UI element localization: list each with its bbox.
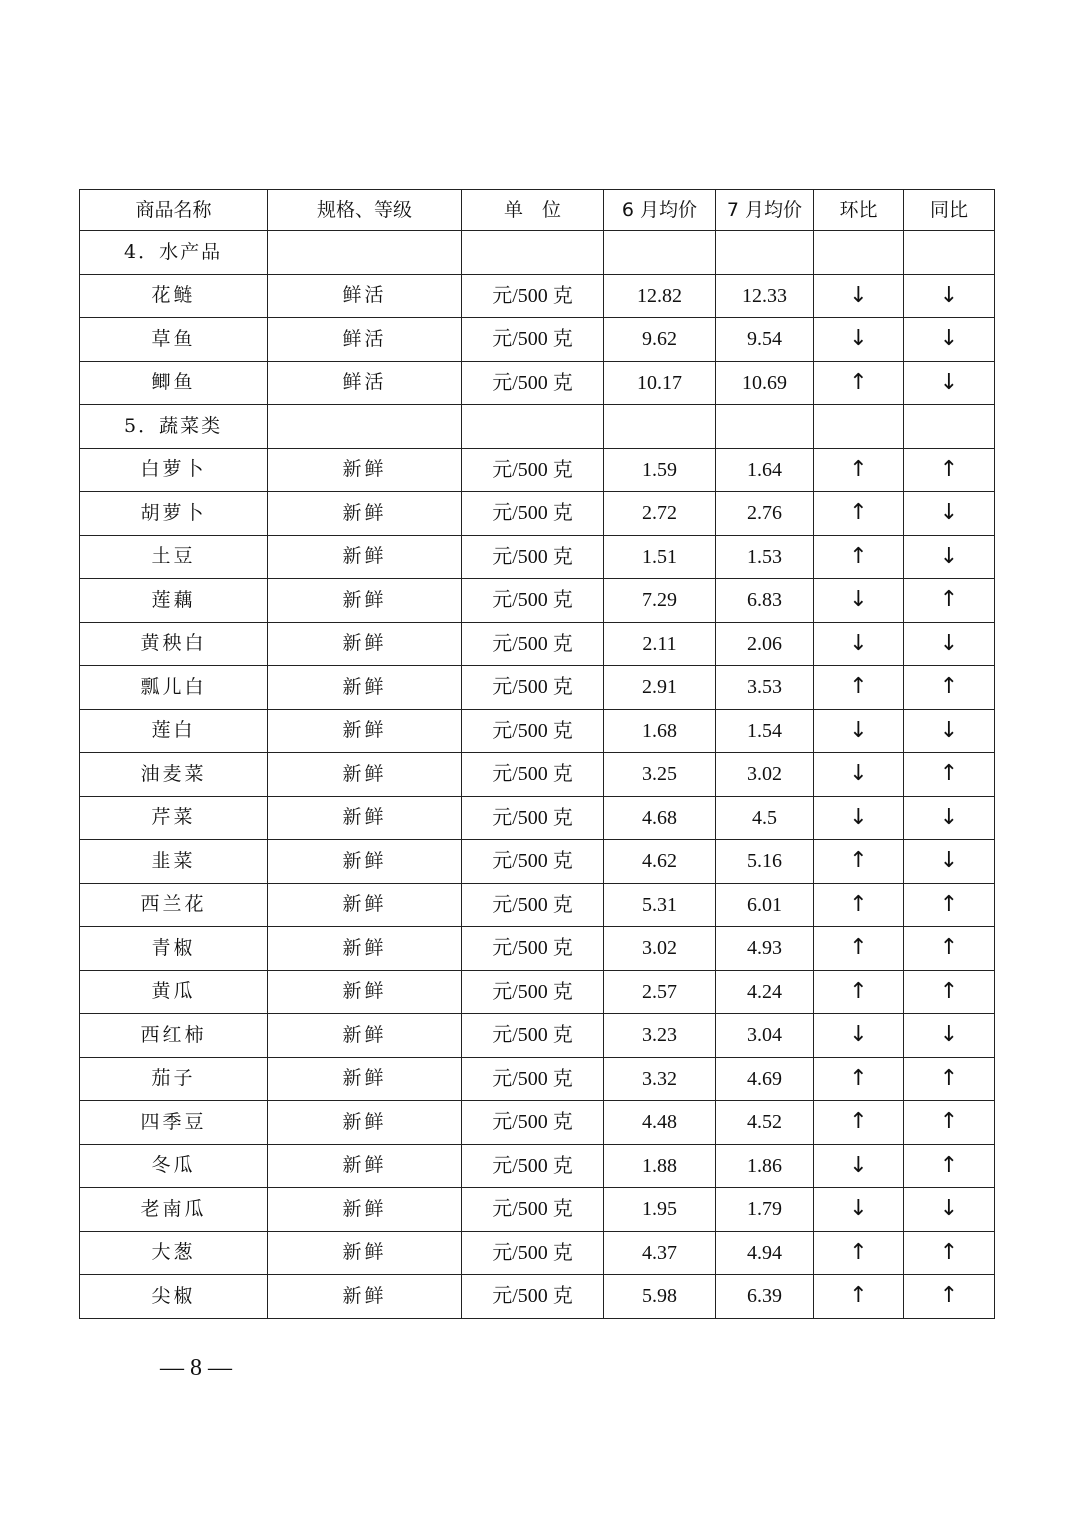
header-june-avg: 6 月均价 (604, 190, 716, 231)
yoy-arrow-cell: ↓ (904, 1188, 995, 1232)
yoy-arrow-cell: ↑ (904, 666, 995, 710)
empty-cell (904, 405, 995, 449)
june-price-cell: 2.91 (604, 666, 716, 710)
yoy-arrow-cell: ↑ (904, 883, 995, 927)
june-price-cell: 3.02 (604, 927, 716, 971)
product-name-cell: 芹菜 (80, 796, 268, 840)
june-price-cell: 3.23 (604, 1014, 716, 1058)
mom-arrow-cell: ↑ (814, 1101, 904, 1145)
yoy-arrow-cell: ↓ (904, 361, 995, 405)
table-row (80, 840, 995, 884)
mom-arrow-cell: ↑ (814, 1275, 904, 1319)
july-price-cell: 4.5 (716, 796, 814, 840)
unit-cell: 元/500 克 (462, 883, 604, 927)
yoy-arrow-cell: ↑ (904, 1144, 995, 1188)
header-unit: 单 位 (462, 190, 604, 231)
yoy-arrow-cell: ↑ (904, 753, 995, 797)
mom-arrow-cell: ↑ (814, 535, 904, 579)
july-price-cell: 9.54 (716, 318, 814, 362)
product-name-cell: 土豆 (80, 535, 268, 579)
mom-arrow-cell: ↑ (814, 1057, 904, 1101)
product-name-cell: 油麦菜 (80, 753, 268, 797)
unit-cell: 元/500 克 (462, 840, 604, 884)
mom-arrow-cell: ↑ (814, 492, 904, 536)
unit-cell: 元/500 克 (462, 1144, 604, 1188)
table-row (80, 622, 995, 666)
june-price-cell: 10.17 (604, 361, 716, 405)
unit-cell: 元/500 克 (462, 709, 604, 753)
table-row (80, 1057, 995, 1101)
table-row (80, 274, 995, 318)
empty-cell (604, 405, 716, 449)
grade-cell: 新鲜 (268, 1275, 462, 1319)
table-row (80, 970, 995, 1014)
category-label: 5．蔬菜类 (80, 405, 268, 449)
june-price-cell: 1.51 (604, 535, 716, 579)
unit-cell: 元/500 克 (462, 622, 604, 666)
table-row (80, 1014, 995, 1058)
july-price-cell: 5.16 (716, 840, 814, 884)
category-label: 4．水产品 (80, 231, 268, 275)
unit-cell: 元/500 克 (462, 970, 604, 1014)
yoy-arrow-cell: ↓ (904, 274, 995, 318)
table-row (80, 883, 995, 927)
table-row (80, 709, 995, 753)
product-name-cell: 尖椒 (80, 1275, 268, 1319)
yoy-arrow-cell: ↑ (904, 448, 995, 492)
mom-arrow-cell: ↑ (814, 970, 904, 1014)
yoy-arrow-cell: ↑ (904, 1275, 995, 1319)
page-number: — 8 — (160, 1355, 232, 1381)
product-name-cell: 西兰花 (80, 883, 268, 927)
header-product-name: 商品名称 (80, 190, 268, 231)
july-price-cell: 3.02 (716, 753, 814, 797)
july-price-cell: 6.01 (716, 883, 814, 927)
mom-arrow-cell: ↑ (814, 927, 904, 971)
empty-cell (814, 405, 904, 449)
header-july-avg: 7 月均价 (716, 190, 814, 231)
empty-cell (462, 405, 604, 449)
table-row (80, 535, 995, 579)
empty-cell (716, 231, 814, 275)
unit-cell: 元/500 克 (462, 579, 604, 623)
july-price-cell: 4.24 (716, 970, 814, 1014)
table-row (80, 1275, 995, 1319)
grade-cell: 新鲜 (268, 1057, 462, 1101)
mom-arrow-cell: ↓ (814, 753, 904, 797)
product-name-cell: 黄瓜 (80, 970, 268, 1014)
empty-cell (904, 231, 995, 275)
grade-cell: 新鲜 (268, 535, 462, 579)
yoy-arrow-cell: ↑ (904, 579, 995, 623)
empty-cell (716, 405, 814, 449)
grade-cell: 新鲜 (268, 622, 462, 666)
june-price-cell: 9.62 (604, 318, 716, 362)
unit-cell: 元/500 克 (462, 1101, 604, 1145)
grade-cell: 新鲜 (268, 1231, 462, 1275)
empty-cell (814, 231, 904, 275)
yoy-arrow-cell: ↓ (904, 709, 995, 753)
grade-cell: 新鲜 (268, 709, 462, 753)
table-row (80, 1101, 995, 1145)
mom-arrow-cell: ↓ (814, 274, 904, 318)
unit-cell: 元/500 克 (462, 318, 604, 362)
grade-cell: 新鲜 (268, 1014, 462, 1058)
yoy-arrow-cell: ↑ (904, 1231, 995, 1275)
product-name-cell: 鲫鱼 (80, 361, 268, 405)
product-name-cell: 莲白 (80, 709, 268, 753)
grade-cell: 新鲜 (268, 883, 462, 927)
unit-cell: 元/500 克 (462, 535, 604, 579)
mom-arrow-cell: ↑ (814, 361, 904, 405)
unit-cell: 元/500 克 (462, 448, 604, 492)
table-row (80, 318, 995, 362)
product-name-cell: 青椒 (80, 927, 268, 971)
july-price-cell: 4.69 (716, 1057, 814, 1101)
grade-cell: 新鲜 (268, 448, 462, 492)
unit-cell: 元/500 克 (462, 1188, 604, 1232)
mom-arrow-cell: ↓ (814, 709, 904, 753)
product-name-cell: 西红柿 (80, 1014, 268, 1058)
june-price-cell: 5.31 (604, 883, 716, 927)
june-price-cell: 4.48 (604, 1101, 716, 1145)
unit-cell: 元/500 克 (462, 1231, 604, 1275)
june-price-cell: 12.82 (604, 274, 716, 318)
yoy-arrow-cell: ↓ (904, 796, 995, 840)
product-name-cell: 白萝卜 (80, 448, 268, 492)
mom-arrow-cell: ↑ (814, 883, 904, 927)
june-price-cell: 1.95 (604, 1188, 716, 1232)
empty-cell (268, 231, 462, 275)
unit-cell: 元/500 克 (462, 361, 604, 405)
product-name-cell: 胡萝卜 (80, 492, 268, 536)
unit-cell: 元/500 克 (462, 1014, 604, 1058)
june-price-cell: 2.72 (604, 492, 716, 536)
unit-cell: 元/500 克 (462, 927, 604, 971)
june-price-cell: 4.37 (604, 1231, 716, 1275)
grade-cell: 新鲜 (268, 492, 462, 536)
product-name-cell: 莲藕 (80, 579, 268, 623)
mom-arrow-cell: ↓ (814, 1188, 904, 1232)
july-price-cell: 2.06 (716, 622, 814, 666)
grade-cell: 新鲜 (268, 970, 462, 1014)
mom-arrow-cell: ↓ (814, 796, 904, 840)
july-price-cell: 1.86 (716, 1144, 814, 1188)
grade-cell: 新鲜 (268, 579, 462, 623)
mom-arrow-cell: ↑ (814, 666, 904, 710)
empty-cell (462, 231, 604, 275)
unit-cell: 元/500 克 (462, 1275, 604, 1319)
june-price-cell: 4.68 (604, 796, 716, 840)
yoy-arrow-cell: ↓ (904, 318, 995, 362)
july-price-cell: 4.52 (716, 1101, 814, 1145)
table-row (80, 1144, 995, 1188)
july-price-cell: 3.53 (716, 666, 814, 710)
grade-cell: 鲜活 (268, 318, 462, 362)
header-grade: 规格、等级 (268, 190, 462, 231)
unit-cell: 元/500 克 (462, 492, 604, 536)
july-price-cell: 3.04 (716, 1014, 814, 1058)
product-name-cell: 花鲢 (80, 274, 268, 318)
table-row (80, 579, 995, 623)
table-row (80, 796, 995, 840)
yoy-arrow-cell: ↑ (904, 927, 995, 971)
product-name-cell: 茄子 (80, 1057, 268, 1101)
july-price-cell: 4.93 (716, 927, 814, 971)
product-name-cell: 瓢儿白 (80, 666, 268, 710)
june-price-cell: 1.59 (604, 448, 716, 492)
june-price-cell: 3.25 (604, 753, 716, 797)
header-year-on-year: 同比 (904, 190, 995, 231)
mom-arrow-cell: ↓ (814, 1014, 904, 1058)
header-month-on-month: 环比 (814, 190, 904, 231)
july-price-cell: 4.94 (716, 1231, 814, 1275)
category-row (80, 405, 995, 449)
grade-cell: 新鲜 (268, 840, 462, 884)
yoy-arrow-cell: ↑ (904, 1057, 995, 1101)
mom-arrow-cell: ↓ (814, 579, 904, 623)
yoy-arrow-cell: ↓ (904, 1014, 995, 1058)
july-price-cell: 12.33 (716, 274, 814, 318)
price-table (79, 189, 995, 1319)
july-price-cell: 2.76 (716, 492, 814, 536)
mom-arrow-cell: ↑ (814, 840, 904, 884)
grade-cell: 鲜活 (268, 361, 462, 405)
table-row (80, 1231, 995, 1275)
yoy-arrow-cell: ↓ (904, 840, 995, 884)
june-price-cell: 7.29 (604, 579, 716, 623)
yoy-arrow-cell: ↓ (904, 492, 995, 536)
grade-cell: 新鲜 (268, 753, 462, 797)
table-row (80, 492, 995, 536)
july-price-cell: 10.69 (716, 361, 814, 405)
empty-cell (604, 231, 716, 275)
unit-cell: 元/500 克 (462, 1057, 604, 1101)
unit-cell: 元/500 克 (462, 796, 604, 840)
grade-cell: 新鲜 (268, 796, 462, 840)
mom-arrow-cell: ↑ (814, 448, 904, 492)
table-row (80, 1188, 995, 1232)
grade-cell: 新鲜 (268, 666, 462, 710)
june-price-cell: 1.88 (604, 1144, 716, 1188)
empty-cell (268, 405, 462, 449)
unit-cell: 元/500 克 (462, 753, 604, 797)
grade-cell: 新鲜 (268, 1144, 462, 1188)
table-body (80, 231, 995, 1319)
july-price-cell: 1.53 (716, 535, 814, 579)
grade-cell: 新鲜 (268, 1101, 462, 1145)
june-price-cell: 1.68 (604, 709, 716, 753)
june-price-cell: 5.98 (604, 1275, 716, 1319)
mom-arrow-cell: ↓ (814, 622, 904, 666)
product-name-cell: 黄秧白 (80, 622, 268, 666)
product-name-cell: 草鱼 (80, 318, 268, 362)
unit-cell: 元/500 克 (462, 666, 604, 710)
product-name-cell: 冬瓜 (80, 1144, 268, 1188)
june-price-cell: 3.32 (604, 1057, 716, 1101)
product-name-cell: 韭菜 (80, 840, 268, 884)
table-row (80, 927, 995, 971)
product-name-cell: 老南瓜 (80, 1188, 268, 1232)
yoy-arrow-cell: ↓ (904, 622, 995, 666)
july-price-cell: 1.54 (716, 709, 814, 753)
category-row (80, 231, 995, 275)
grade-cell: 鲜活 (268, 274, 462, 318)
mom-arrow-cell: ↑ (814, 1231, 904, 1275)
mom-arrow-cell: ↓ (814, 318, 904, 362)
june-price-cell: 2.11 (604, 622, 716, 666)
yoy-arrow-cell: ↑ (904, 1101, 995, 1145)
grade-cell: 新鲜 (268, 1188, 462, 1232)
june-price-cell: 4.62 (604, 840, 716, 884)
july-price-cell: 6.83 (716, 579, 814, 623)
table-row (80, 361, 995, 405)
july-price-cell: 6.39 (716, 1275, 814, 1319)
grade-cell: 新鲜 (268, 927, 462, 971)
mom-arrow-cell: ↓ (814, 1144, 904, 1188)
header-row (80, 190, 995, 231)
product-name-cell: 大葱 (80, 1231, 268, 1275)
table-row (80, 666, 995, 710)
june-price-cell: 2.57 (604, 970, 716, 1014)
unit-cell: 元/500 克 (462, 274, 604, 318)
table-row (80, 753, 995, 797)
july-price-cell: 1.64 (716, 448, 814, 492)
yoy-arrow-cell: ↑ (904, 970, 995, 1014)
product-name-cell: 四季豆 (80, 1101, 268, 1145)
july-price-cell: 1.79 (716, 1188, 814, 1232)
yoy-arrow-cell: ↓ (904, 535, 995, 579)
table-row (80, 448, 995, 492)
